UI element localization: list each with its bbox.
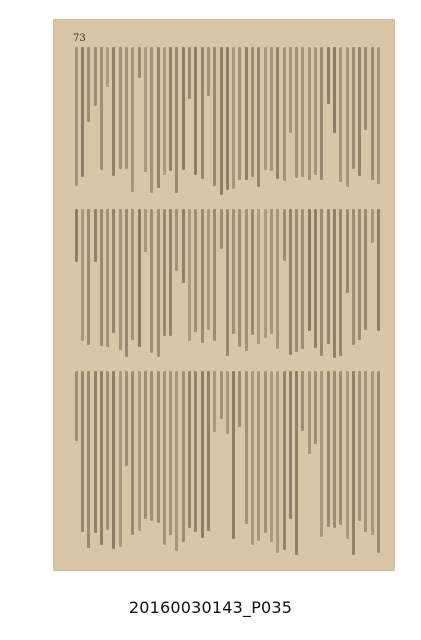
text-column [238,371,241,427]
text-column [245,371,248,524]
text-column [314,371,317,444]
text-column [270,371,273,542]
text-column [157,371,160,523]
text-column [112,209,115,333]
text-column [327,209,330,344]
text-column [276,209,279,349]
text-column [100,47,103,170]
text-column [182,371,185,542]
text-tier-middle [67,209,381,359]
text-column [314,209,317,348]
text-column [289,47,292,133]
text-column [87,209,90,345]
text-column [220,209,223,249]
text-column [207,47,210,96]
text-column [301,371,304,431]
text-column [163,209,166,336]
text-column [245,47,248,180]
text-column [188,47,191,99]
text-column [194,371,197,532]
text-column [87,47,90,122]
text-column [320,209,323,356]
text-column [201,47,204,179]
image-caption: 20160030143_P035 [128,598,293,617]
text-column [276,371,279,553]
text-column [182,47,185,170]
text-column [320,371,323,537]
text-column [346,47,349,187]
text-column [182,209,185,283]
text-column [308,371,311,454]
text-column [100,371,103,545]
text-column [188,209,191,341]
text-column [144,47,147,172]
text-column [283,209,286,261]
text-column [377,47,380,184]
text-column [226,209,229,356]
text-column [169,371,172,535]
text-column [371,209,374,243]
text-column [138,209,141,347]
text-column [157,47,160,188]
text-column [131,371,134,535]
text-column [251,47,254,177]
text-column [150,371,153,521]
text-column [257,47,260,187]
text-column [364,371,367,532]
scanned-page [53,19,395,571]
text-column [352,47,355,169]
text-column [213,209,216,341]
text-column [75,47,78,186]
text-tier-bottom [67,371,381,556]
text-column [175,209,178,271]
text-column [257,371,260,541]
text-column [245,209,248,351]
text-column [194,209,197,332]
text-column [232,209,235,334]
text-column [125,371,128,466]
text-column [81,371,84,532]
text-column [144,371,147,519]
text-column [352,209,355,345]
text-tier-top [67,47,381,197]
text-column [226,47,229,190]
text-column [175,371,178,551]
text-column [207,371,210,531]
text-column [94,209,97,262]
text-column [81,47,84,177]
text-column [106,371,109,530]
text-column [207,209,210,330]
text-column [333,209,336,358]
text-column [119,371,122,547]
text-column [276,47,279,179]
text-column [333,371,336,528]
text-column [100,209,103,346]
text-column [289,371,292,519]
text-column [308,209,311,331]
text-column [251,209,254,335]
text-column [270,47,273,171]
text-column [377,209,380,331]
text-column [125,209,128,357]
text-column [201,371,204,538]
text-column [377,371,380,553]
text-column [106,47,109,87]
text-column [238,209,241,347]
text-column [163,371,166,545]
text-column [150,209,153,353]
text-column [87,371,90,548]
text-column [106,209,109,347]
text-column [157,209,160,357]
text-column [371,371,374,535]
text-column [327,371,330,527]
text-column [112,47,115,176]
text-column [232,371,235,539]
text-column [75,209,78,262]
text-column [264,371,267,533]
text-column [339,47,342,182]
text-column [301,209,304,349]
text-column [220,47,223,195]
text-column [251,371,254,545]
text-column [112,371,115,549]
text-column [264,209,267,338]
text-column [257,209,260,344]
text-column [75,371,78,441]
text-column [81,209,84,341]
text-column [295,209,298,352]
text-column [352,371,355,555]
text-column [131,47,134,192]
text-column [364,47,367,130]
text-column [333,47,336,133]
text-column [169,47,172,171]
text-column [358,209,361,340]
text-column [295,371,298,555]
text-column [220,371,223,419]
text-column [358,47,361,176]
text-column [238,47,241,180]
text-column [194,47,197,175]
text-column [119,47,122,169]
text-column [150,47,153,193]
text-column [169,209,172,336]
text-column [283,47,286,181]
text-column [213,371,216,432]
text-column [358,371,361,521]
text-column [201,209,204,343]
text-column [295,47,298,178]
text-column [213,47,216,186]
text-column [308,47,311,180]
text-column [346,209,349,293]
text-column [163,47,166,175]
text-column [119,209,122,350]
text-column [283,371,286,550]
text-column [138,47,141,78]
text-column [175,47,178,193]
text-column [144,209,147,252]
text-column [226,371,229,434]
text-column [138,371,141,531]
text-column [270,209,273,334]
text-column [339,371,342,525]
text-column [289,209,292,355]
text-column [320,47,323,180]
text-column [125,47,128,169]
text-column [131,209,134,340]
text-column [314,47,317,175]
text-column [264,47,267,170]
text-column [371,47,374,180]
text-column [94,371,97,533]
text-column [364,209,367,330]
text-column [327,47,330,104]
text-column [346,371,349,539]
text-column [188,371,191,528]
page-number: 73 [73,33,86,44]
text-column [232,47,235,189]
text-column [339,209,342,356]
text-column [301,47,304,177]
text-column [94,47,97,106]
